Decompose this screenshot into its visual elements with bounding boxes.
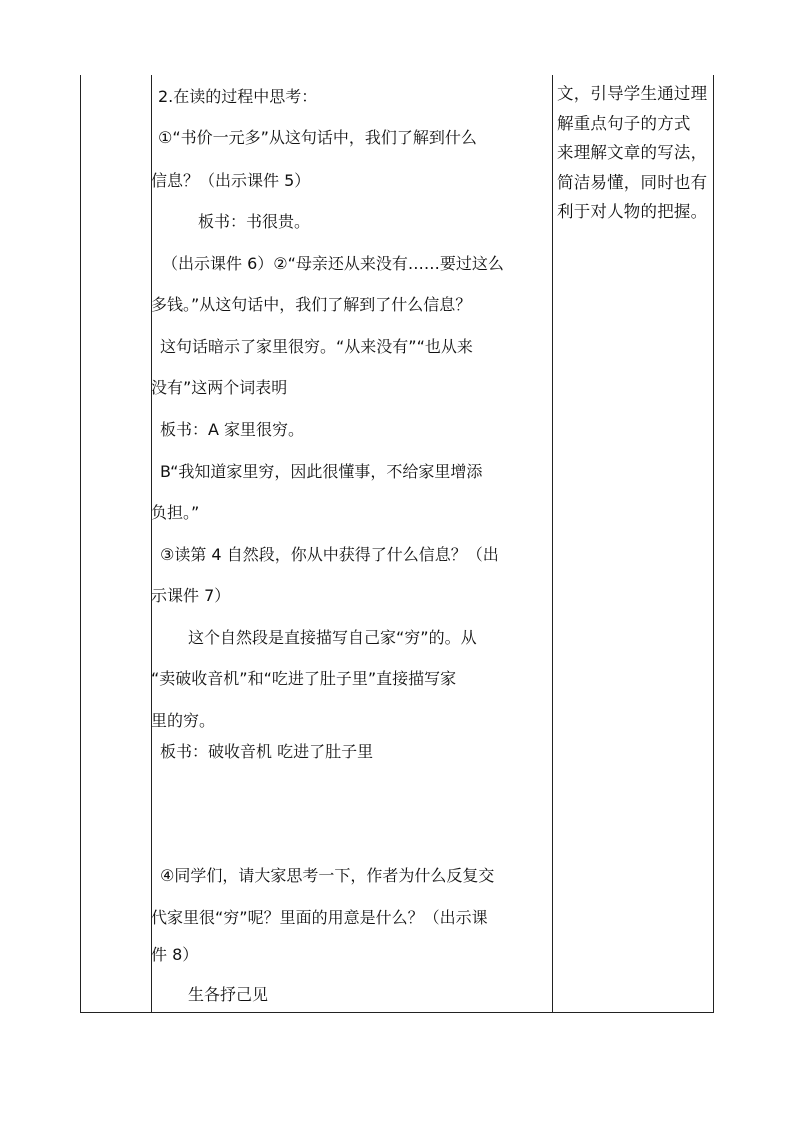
process-line: 信息？（出示课件 5） (151, 171, 311, 190)
process-line: ①“书价一元多”从这句话中，我们了解到什么 (158, 128, 477, 147)
process-line: 这句话暗示了家里很穷。“从来没有”“也从来 (160, 337, 473, 356)
process-line: 示课件 7） (151, 586, 231, 605)
process-line: 2.在读的过程中思考： (158, 87, 318, 106)
process-line: 没有”这两个词表明 (151, 378, 288, 397)
intent-line: 来理解文章的写法， (557, 143, 708, 162)
process-line: 多钱。”从这句话中，我们了解到了什么信息？ (151, 295, 472, 314)
process-line: 这个自然段是直接描写自己家“穷”的。从 (188, 628, 477, 647)
table-divider-2 (552, 75, 553, 1013)
table-border-bottom (80, 1012, 714, 1013)
process-line: （出示课件 6）②“母亲还从来没有……要过这么 (162, 254, 504, 273)
process-line: 生各抒己见 (188, 985, 269, 1004)
process-line: “卖破收音机”和“吃进了肚子里”直接描写家 (151, 669, 457, 688)
process-line: ④同学们，请大家思考一下，作者为什么反复交 (160, 866, 495, 885)
process-line: 件 8） (151, 945, 199, 964)
process-line: ③读第 4 自然段，你从中获得了什么信息？（出 (160, 545, 499, 564)
table-border-left (80, 75, 81, 1013)
intent-line: 解重点句子的方式 (557, 114, 691, 133)
board-note: 板书：破收音机 吃进了肚子里 (160, 742, 374, 761)
process-line: 代家里很“穷”呢？里面的用意是什么？（出示课 (151, 908, 488, 927)
board-note: 板书：书很贵。 (198, 212, 311, 231)
table-border-right (713, 75, 714, 1013)
intent-line: 简洁易懂，同时也有 (557, 173, 708, 192)
table-divider-1 (151, 75, 152, 1013)
intent-line: 利于对人物的把握。 (557, 202, 708, 221)
process-line: B“我知道家里穷，因此很懂事，不给家里增添 (160, 462, 483, 481)
process-line: 负担。” (151, 503, 200, 522)
board-note: 板书：A 家里很穷。 (160, 420, 305, 439)
intent-line: 文，引导学生通过理 (557, 84, 708, 103)
process-line: 里的穷。 (151, 711, 216, 730)
